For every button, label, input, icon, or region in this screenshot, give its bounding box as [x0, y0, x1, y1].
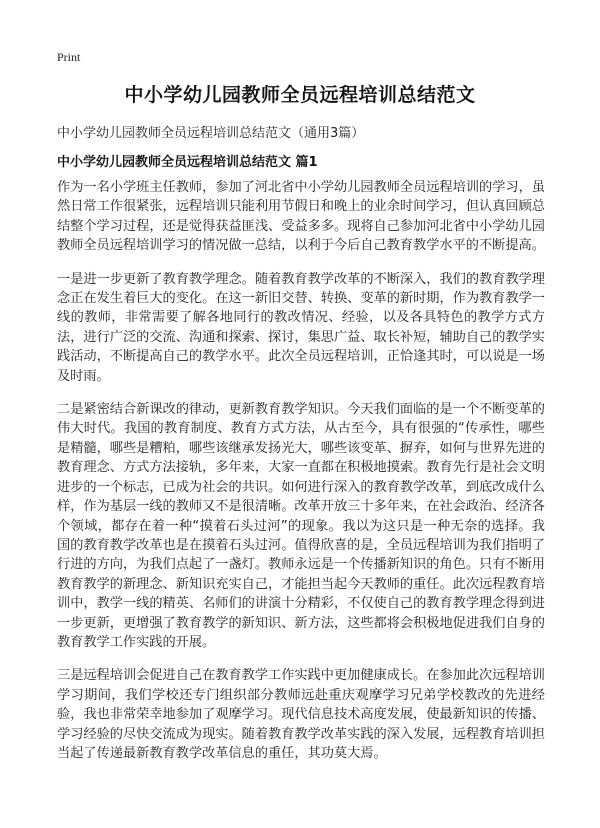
document-subtitle: 中小学幼儿园教师全员远程培训总结范文（通用3篇）: [57, 126, 365, 141]
section-heading: 中小学幼儿园教师全员远程培训总结范文 篇1: [57, 155, 318, 170]
print-label: Print: [57, 50, 81, 64]
paragraph-1: 作为一名小学班主任教师，参加了河北省中小学幼儿园教师全员远程培训的学习，虽然日常工作很紧张，远程培训只能利用节假日和晚上的业余时间学习，但认真回顾总结整个学习过程，还是觉得获益匪浅、受益多多。现将自己参加河北省中小学幼儿园教师全员远程培训学习的情况做一总结，以利于今后自己教育教学水平的不断提高。: [57, 180, 545, 254]
paragraph-3: 二是紧密结合新课改的律动，更新教育教学知识。今天我们面临的是一个不断变革的伟大时代。我国的教育制度、教育方式方法，从古至今，具有很强的“传承性，哪些是精髓，哪些是糟粕，哪些该继承发扬光大，哪些该变革、摒弃，如何与世界先进的教育理念、方式方法接轨，多年来，大家一直都在积极地摸索。教育先行是社会文明进步的一个标志，已成为社会的共识。如何进行深入的教育教学改革，到底改成什么样，作为基层一线的教师又不是很清晰。改革开放三十多年来，在社会政治、经济各个领域，都存在着一种“摸着石头过河”的现象。我以为这只是一种无奈的选择。我国的教育教学改革也是在摸着石头过河。值得欣喜的是，全员远程培训为我们指明了行进的方向，为我们点起了一盏灯。教师永远是一个传播新知识的角色。只有不断用教育教学的新理念、新知识充实自己，才能担当起今天教师的重任。此次远程教育培训中，教学一线的精英、名师们的讲演十分精彩，不仅使自己的教育教学理念得到进一步更新，更增强了教育教学的新知识、新方法，这些都将会积极地促进我们自身的教育教学工作实践的开展。: [57, 402, 545, 650]
paragraph-2: 一是进一步更新了教育教学理念。随着教育教学改革的不断深入，我们的教育教学理念正在发生着巨大的变化。在这一新旧交替、转换、变革的新时期，作为教育教学一线的教师，非常需要了解各地同行的教改情况、经验，以及各具特色的教学方式方法，进行广泛的交流、沟通和探索、探讨，集思广益、取长补短，辅助自己的教学实践活动，不断提高自己的教学水平。此次全员远程培训，正恰逢其时，可以说是一场及时雨。: [57, 271, 545, 384]
document-title: 中小学幼儿园教师全员远程培训总结范文: [124, 84, 476, 106]
paragraph-4: 三是远程培训会促进自己在教育教学工作实践中更加健康成长。在参加此次远程培训学习期间，我们学校还专门组织部分教师远赴重庆观摩学习兄弟学校教改的先进经验，我也非常荣幸地参加了观摩学习。现代信息技术高度发展，使最新知识的传播、学习经验的尽快交流成为现实。随着教育教学改革实践的深入发展，远程教育培训担当起了传递最新教育教学改革信息的重任，其功莫大焉。: [57, 668, 545, 761]
body-text: [57, 178, 545, 777]
